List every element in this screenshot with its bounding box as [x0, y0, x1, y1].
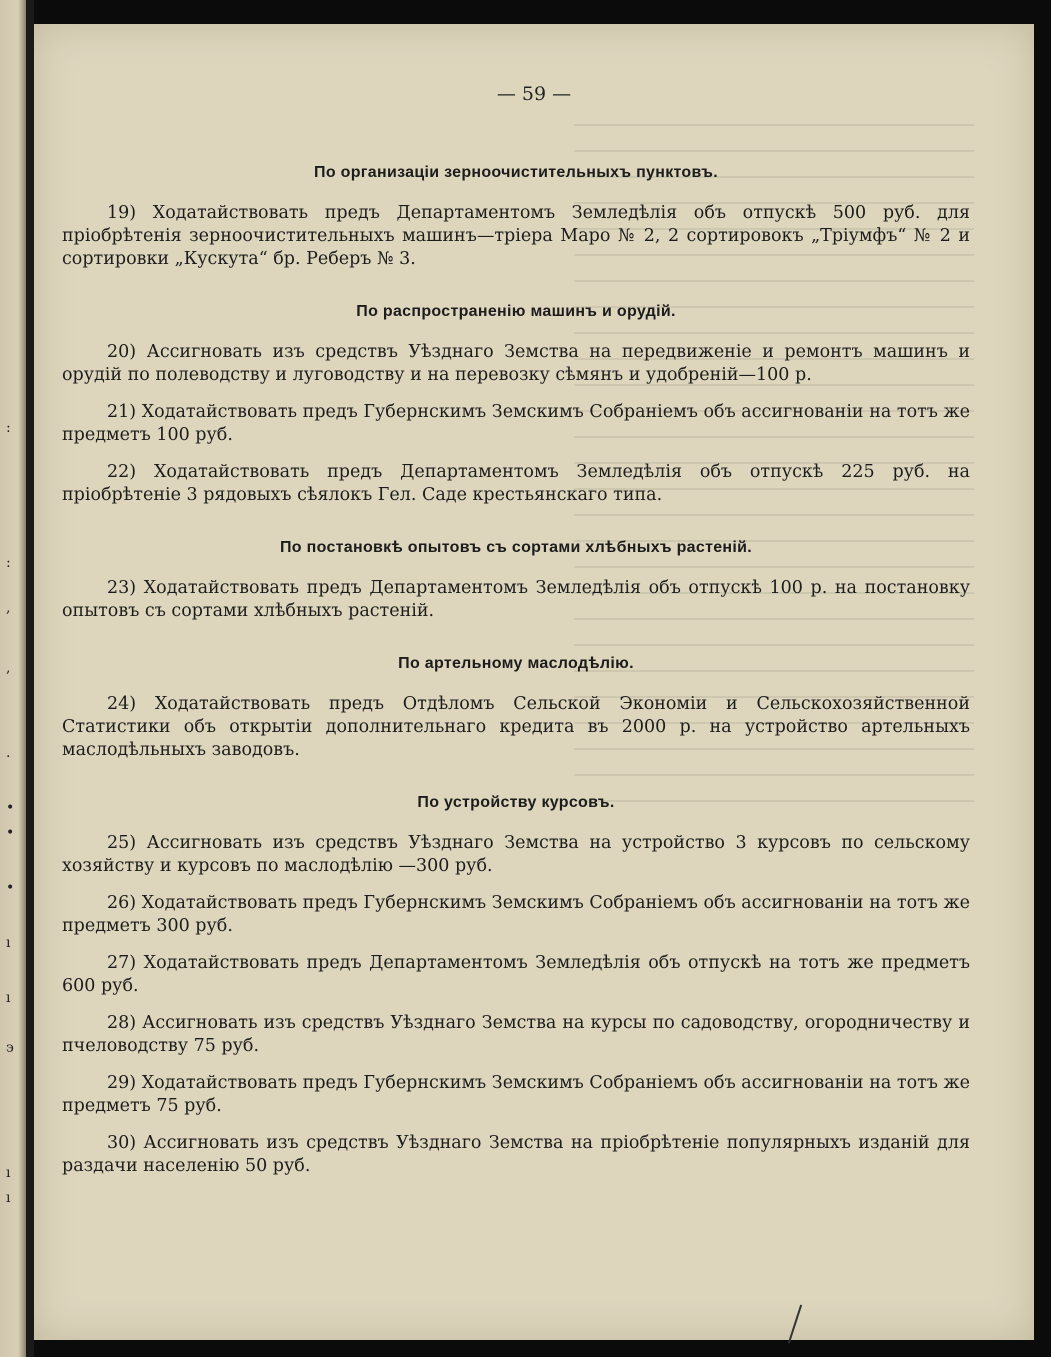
section: [62, 303, 970, 507]
section-heading: По постановкѣ опытовъ съ сортами хлѣбныхъ растеній.: [280, 539, 752, 556]
section: [62, 655, 970, 762]
previous-page-edge: [0, 0, 26, 1357]
resolution-paragraph: 22) Ходатайствовать предъ Департаментомъ Земледѣлія объ отпускѣ 225 руб. на пріобрѣтеніе 3 рядовыхъ сѣялокъ Гел. Саде крестьянскаго типа.: [62, 462, 970, 505]
margin-mark: ı: [6, 1190, 11, 1206]
book-gutter: [26, 0, 34, 1357]
resolution-paragraph: 27) Ходатайствовать предъ Департаментомъ Земледѣлія объ отпускѣ на тотъ же предметъ 600 руб.: [62, 953, 970, 996]
margin-mark: .: [6, 745, 11, 761]
resolution-paragraph: 26) Ходатайствовать предъ Губернскимъ Земскимъ Собраніемъ объ ассигнованіи на тотъ же предметъ 300 руб.: [62, 893, 970, 936]
section: [62, 539, 970, 623]
resolution-paragraph: 24) Ходатайствовать предъ Отдѣломъ Сельской Экономіи и Сельскохозяйственной Статистики объ открытіи дополнительнаго кредита въ 2000 р. на устройство артельныхъ маслодѣльныхъ заводовъ.: [62, 694, 970, 760]
ink-mark: [788, 1305, 802, 1344]
margin-mark: :: [6, 555, 11, 571]
margin-mark: ı: [6, 990, 11, 1006]
resolution-paragraph: 23) Ходатайствовать предъ Департаментомъ Земледѣлія объ отпускѣ 100 р. на постановку опытовъ съ сортами хлѣбныхъ растеній.: [62, 578, 970, 621]
section-heading: По устройству курсовъ.: [417, 794, 615, 811]
resolution-paragraph: 21) Ходатайствовать предъ Губернскимъ Земскимъ Собраніемъ объ ассигнованіи на тотъ же предметъ 100 руб.: [62, 402, 970, 445]
margin-mark: ı: [6, 1165, 11, 1181]
left-margin-marks: [2, 0, 22, 1357]
section: [62, 164, 970, 271]
section-heading: По распространенію машинъ и орудій.: [356, 303, 676, 320]
document-page: [34, 24, 1034, 1340]
margin-mark: ,: [6, 660, 11, 676]
page-number: — 59 —: [496, 83, 572, 105]
resolution-paragraph: 30) Ассигновать изъ средствъ Уѣзднаго Земства на пріобрѣтеніе популярныхъ изданій для раздачи населенію 50 руб.: [62, 1133, 970, 1176]
margin-mark: ,: [6, 600, 11, 616]
resolution-paragraph: 29) Ходатайствовать предъ Губернскимъ Земскимъ Собраніемъ объ ассигнованіи на тотъ же предметъ 75 руб.: [62, 1073, 970, 1116]
section-heading: По организаціи зерноочистительныхъ пунктовъ.: [314, 164, 718, 181]
margin-mark: •: [6, 825, 15, 841]
section: [62, 794, 970, 1178]
resolution-paragraph: 28) Ассигновать изъ средствъ Уѣзднаго Земства на курсы по садоводству, огородничеству и пчеловодству 75 руб.: [62, 1013, 970, 1056]
margin-mark: э: [6, 1040, 14, 1056]
page-content: [62, 164, 970, 1210]
margin-mark: ı: [6, 935, 11, 951]
margin-mark: :: [6, 420, 11, 436]
resolution-paragraph: 25) Ассигновать изъ средствъ Уѣзднаго Земства на устройство 3 курсовъ по сельскому хозяйству и курсовъ по маслодѣлію —300 руб.: [62, 833, 970, 876]
margin-mark: •: [6, 880, 15, 896]
section-heading: По артельному маслодѣлію.: [398, 655, 634, 672]
resolution-paragraph: 19) Ходатайствовать предъ Департаментомъ Земледѣлія объ отпускѣ 500 руб. для пріобрѣтенія зерноочистительныхъ машинъ—тріера Маро № 2, 2 сортировокъ „Тріумфъ“ № 2 и сортировки „Кускута“ бр. Реберъ № 3.: [62, 203, 970, 269]
resolution-paragraph: 20) Ассигновать изъ средствъ Уѣзднаго Земства на передвиженіе и ремонтъ машинъ и орудій по полеводству и луговодству и на перевозку сѣмянъ и удобреній—100 р.: [62, 342, 970, 385]
margin-mark: •: [6, 800, 15, 816]
